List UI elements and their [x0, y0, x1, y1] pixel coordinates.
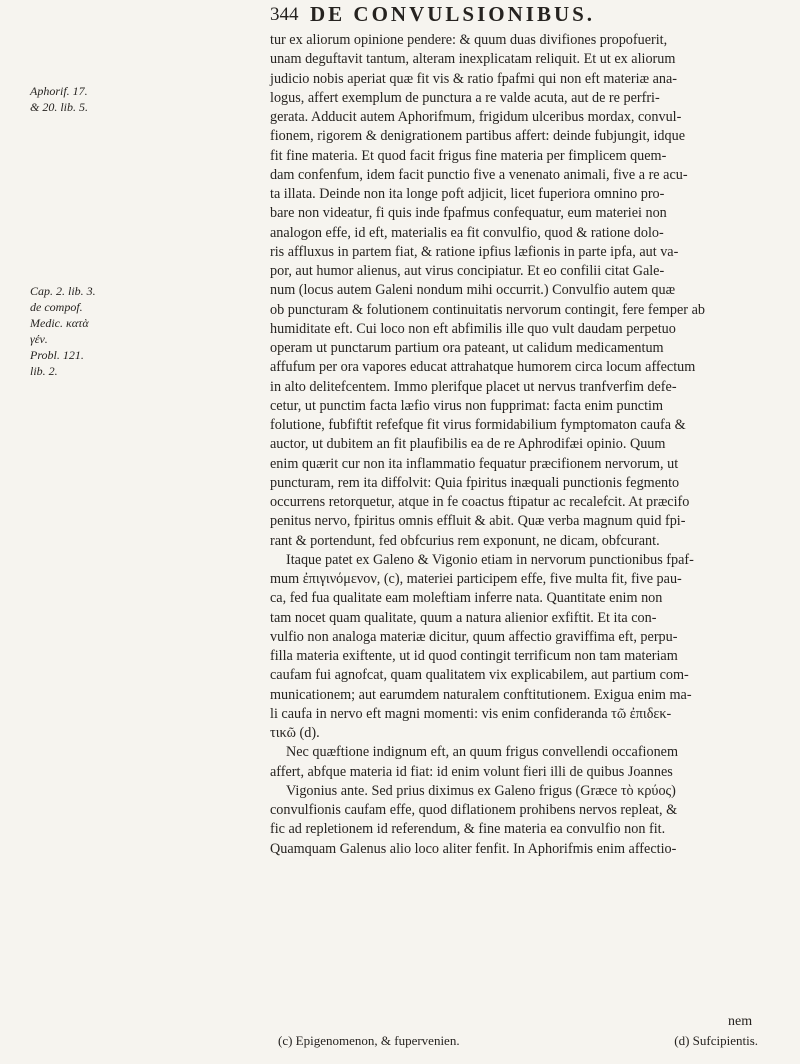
text-line: fit fine materia. Et quod facit frigus fine materia per fimplicem quem-	[270, 147, 667, 164]
text-line: occurrens retorquetur, atque in fe coactus ftipatur ac recalefcit. At præcifo	[270, 494, 690, 510]
margin-note-aphorism	[30, 83, 120, 115]
text-line: unam deguftavit tantum, alteram inexplicatam reliquit. Et ut ex aliorum	[270, 51, 676, 68]
text-line: caufam fui agnofcat, quam qualitatem vix explicabilem, aut partium com-	[270, 667, 689, 684]
text-line: folutione, fubfiftit refefque fit virus formidabilium fymptomaton caufa &	[270, 417, 686, 433]
text-line: Nec quæftione indignum eft, an quum frigus convellendi occafionem	[286, 744, 679, 761]
text-line: tur ex aliorum opinione pendere: & quum duas divifiones propofuerit,	[270, 32, 668, 48]
text-line: num (locus autem Galeni nondum mihi occurrit.) Convulfio autem quæ	[270, 282, 676, 299]
text-line: cetur, ut punctim facta læfio virus non fupprimat: facta enim punctim	[270, 397, 664, 414]
text-line: Quamquam Galenus alio loco aliter fenfit. In Aphorifmis enim affectio-	[270, 840, 677, 857]
text-line: penitus nervo, fpiritus omnis effluit & abit. Quæ verba magnum quid fpi-	[270, 513, 686, 530]
page-number: 344	[270, 4, 299, 25]
text-line: fic ad repletionem id referendum, & fine materia ea convulfio non fit.	[270, 821, 666, 838]
text-line: fionem, rigorem & denigrationem partibus affert: deinde fubjungit, idque	[270, 128, 686, 145]
body-text	[270, 31, 762, 859]
text-line: filla materia exiftente, ut id quod contingit terrificum non tam materiam	[270, 648, 678, 664]
text-line: municationem; aut earumdem naturalem conftitutionem. Exigua enim ma-	[270, 686, 692, 703]
text-line: in alto delitefcentem. Immo plerifque placet ut nervus tranfverfim defe-	[270, 378, 677, 395]
text-line: vulfio non analoga materiæ dicitur, quum affectio graviffima eft, perpu-	[270, 628, 678, 645]
text-line: ta illata. Deinde non ita longe poft adjicit, licet fuperiora omnino pro-	[270, 186, 665, 202]
text-line: ca, fed fua qualitate eam moleftiam inferre nata. Quantitate enim non	[270, 590, 663, 607]
text-line: Itaque patet ex Galeno & Vigonio etiam in nervorum punctionibus fpaf-	[286, 551, 694, 568]
footnote-d: (d) Sufcipientis.	[674, 1033, 758, 1048]
text-line: tam nocet quam qualitate, quum a natura alienior exfiftit. Et ita con-	[270, 609, 657, 626]
text-line: gerata. Adducit autem Aphorifmum, frigidum ulceribus mordax, convul-	[270, 109, 682, 125]
footnotes	[278, 1033, 758, 1049]
text-line: affert, abfque materia id fiat: id enim volunt fieri illi de quibus Joannes	[270, 763, 673, 780]
text-line: τικῶ (d).	[270, 725, 320, 741]
text-line: li caufa in nervo eft magni momenti: vis enim confideranda τῶ ἐπιδεκ-	[270, 705, 672, 722]
text-line: operam ut punctarum partium ora pateant, ut calidum medicamentum	[270, 340, 664, 356]
margin-note-line: γέν.	[30, 332, 48, 346]
text-line: ris affluxus in partem fiat, & ratione ipfius læfionis in parte ipfa, aut va-	[270, 243, 679, 260]
text-line: rant & portendunt, fed obfcurius rem exponunt, ne dicam, obfcurant.	[270, 532, 660, 549]
margin-note-line: Cap. 2. lib. 3.	[30, 284, 96, 298]
margin-note-line: lib. 2.	[30, 364, 58, 378]
footnote-c: (c) Epigenomenon, & fupervenien.	[278, 1033, 460, 1048]
catchword: nem	[728, 1014, 753, 1029]
margin-note-line: Aphorif. 17.	[30, 84, 88, 98]
margin-note-line: Medic. κατὰ	[30, 316, 89, 330]
text-line: convulfionis caufam effe, quod diflationem prohibens nervos repleat, &	[270, 802, 678, 818]
margin-note-line: Probl. 121.	[30, 348, 84, 362]
running-head: DE CONVULSIONIBUS.	[310, 2, 596, 26]
text-line: analogon effe, id eft, materialis ea fit convulfio, quod & ratione dolo-	[270, 224, 664, 241]
margin-note-line: de compof.	[30, 300, 83, 314]
margin-note-line: & 20. lib. 5.	[30, 100, 89, 114]
text-line: ob puncturam & folutionem continuitatis nervorum contingit, fere femper ab	[270, 301, 705, 318]
text-line: affufum per ora vapores educat attrahatque humorem circa locum affectum	[270, 359, 696, 376]
text-line: enim quærit cur non ita inflammatio fequatur præcifionem nervorum, ut	[270, 455, 679, 472]
text-line: por, aut humor alienus, aut virus concipiatur. Et eo confilii citat Gale-	[270, 263, 665, 279]
text-line: logus, affert exemplum de punctura a re valde acuta, aut de re perfri-	[270, 89, 660, 106]
text-line: dam confenfum, idem facit punctio five a venenato animali, five a re acu-	[270, 166, 688, 183]
text-line: Vigonius ante. Sed prius diximus ex Galeno frigus (Græce τὸ κρύος)	[286, 782, 676, 799]
text-line: bare non videatur, fi quis inde fpafmus confequatur, eum materiei non	[270, 205, 667, 222]
text-line: judicio nobis aperiat quæ fit vis & ratio fpafmi qui non eft materiæ ana-	[270, 70, 678, 87]
text-line: humiditate eft. Cui loco non eft abfimilis ille quo vult daudam perpetuo	[270, 320, 676, 337]
text-line: mum ἐπιγινόμενον, (c), materiei participem effe, five multa fit, five pau-	[270, 571, 682, 587]
text-line: puncturam, rem ita diffolvit: Quia fpiritus inæquali punctionis fegmento	[270, 474, 680, 491]
text-line: auctor, ut dubitem an fit plaufibilis ea de re Aphrodifæi opinio. Quum	[270, 436, 666, 453]
margin-note-galen	[30, 283, 120, 379]
